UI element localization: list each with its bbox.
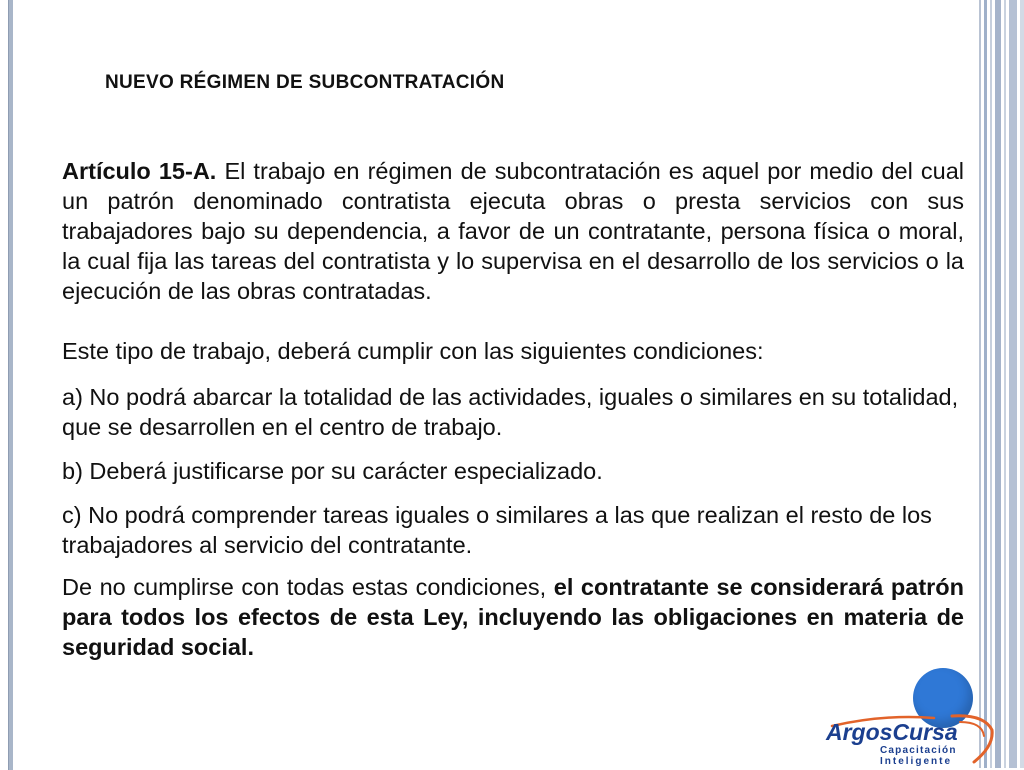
condition-b: b) Deberá justificarse por su carácter especializado. xyxy=(62,458,603,484)
logo-tagline-1: Capacitación xyxy=(880,745,957,756)
article-label: Artículo 15-A. xyxy=(62,158,217,184)
argoscursa-logo xyxy=(824,712,999,766)
right-frame-stripes xyxy=(976,0,1024,768)
logo-graphic xyxy=(824,712,999,766)
final-paragraph xyxy=(62,572,964,662)
logo-tagline-2: Inteligente xyxy=(880,756,953,766)
slide-title: NUEVO RÉGIMEN DE SUBCONTRATACIÓN xyxy=(105,72,505,93)
final-text: De no cumplirse con todas estas condiciones, xyxy=(62,574,547,600)
condition-c: c) No podrá comprender tareas iguales o similares a las que realizan el resto de los trabajadores al servicio del contratante. xyxy=(62,502,932,558)
left-frame-line xyxy=(8,0,13,770)
article-text: El trabajo en régimen de subcontratación es aquel por medio del cual un patrón denominado contratista ejecuta obras o presta servicios con sus trabajadores bajo su dependencia, a favor de un contratante, persona física o moral, la cual fija las tareas del contratista y lo supervisa en el desarrollo de los servicios o la ejecución de las obras contratadas. xyxy=(62,158,965,304)
final-bold-text: el contratante se considerará patrón para todos los efectos de esta Ley, incluyendo las obligaciones en materia de seguridad social. xyxy=(62,574,965,660)
slide-body xyxy=(62,156,964,662)
conditions-intro: Este tipo de trabajo, deberá cumplir con las siguientes condiciones: xyxy=(62,338,764,364)
logo-name: ArgosCursa xyxy=(826,719,958,745)
article-paragraph xyxy=(62,156,964,306)
condition-a: a) No podrá abarcar la totalidad de las actividades, iguales o similares en su totalidad, que se desarrollen en el centro de trabajo. xyxy=(62,384,959,440)
